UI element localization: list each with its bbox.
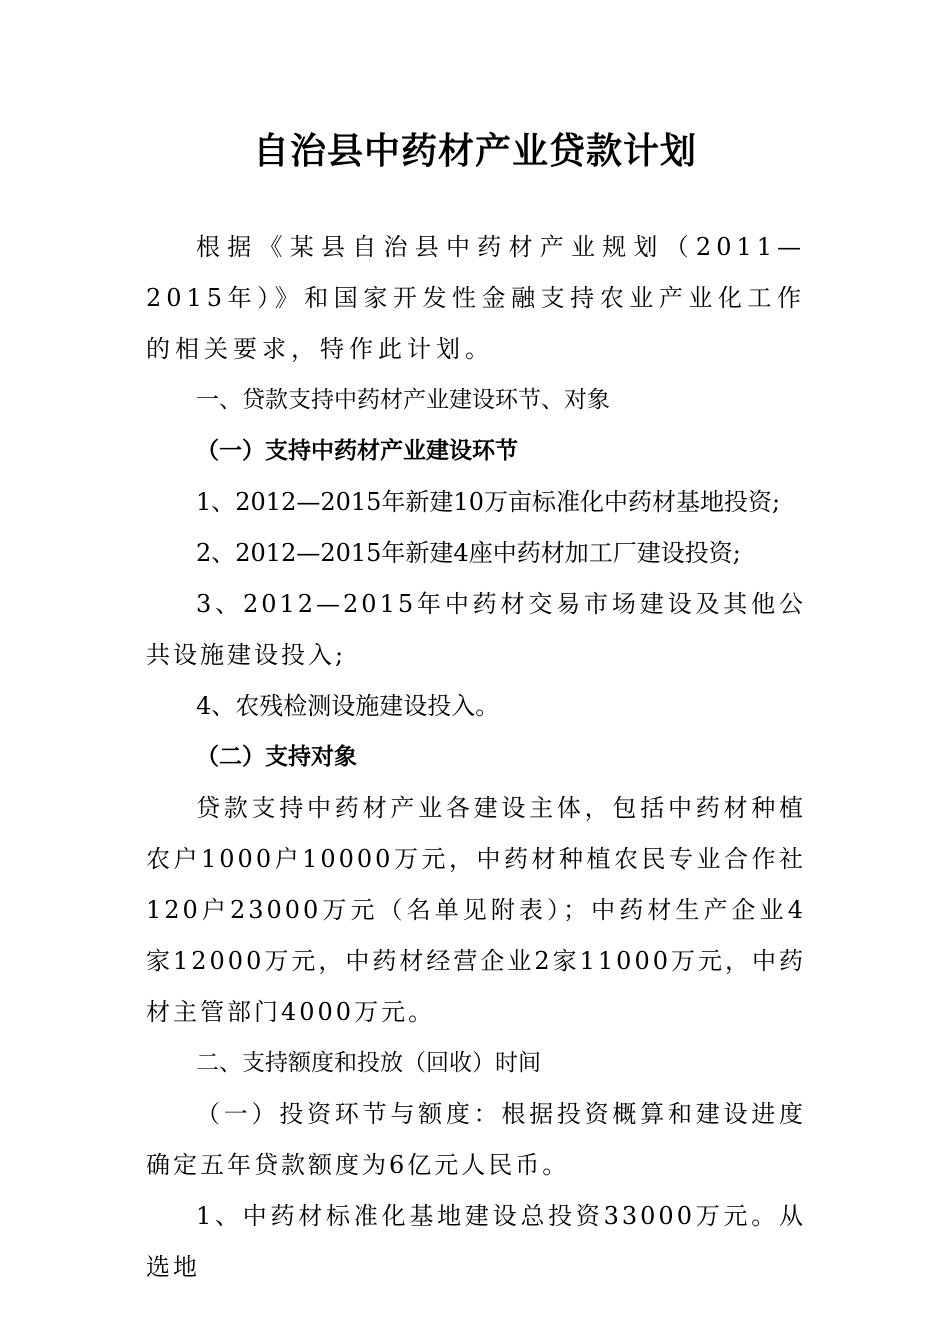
list-item-3: 3、2012—2015年中药材交易市场建设及其他公共设施建设投入; [146,590,806,669]
subsection-heading-1-2: （二）支持对象 [196,744,357,770]
section-heading-1: 一、贷款支持中药材产业建设环节、对象 [196,387,610,413]
subsection-heading-1-1: （一）支持中药材产业建设环节 [196,438,518,464]
list-item-1: 1、2012—2015年新建10万亩标准化中药材基地投资; [196,488,781,516]
list-item-2: 2、2012—2015年新建4座中药材加工厂建设投资; [196,539,741,567]
base-construction-paragraph: 1、中药材标准化基地建设总投资33000万元。从选地 [146,1202,806,1281]
section-heading-2: 二、支持额度和投放（回收）时间 [196,1050,541,1076]
investment-amount-paragraph: （一）投资环节与额度：根据投资概算和建设进度确定五年贷款额度为6亿元人民币。 [146,1100,806,1179]
support-targets-paragraph: 贷款支持中药材产业各建设主体，包括中药材种植农户1000户10000万元，中药材种植农民专业合作社120户23000万元（名单见附表）；中药材生产企业4家12000万元，中药材经营企业2家11000万元，中药材主管部门4000万元。 [146,794,806,1026]
document-body [146,222,806,1293]
intro-paragraph: 根据《某县自治县中药材产业规划（2011—2015年）》和国家开发性金融支持农业产业化工作的相关要求，特作此计划。 [146,233,806,363]
document-title: 自治县中药材产业贷款计划 [252,131,697,172]
list-item-4: 4、农残检测设施建设投入。 [196,692,500,720]
